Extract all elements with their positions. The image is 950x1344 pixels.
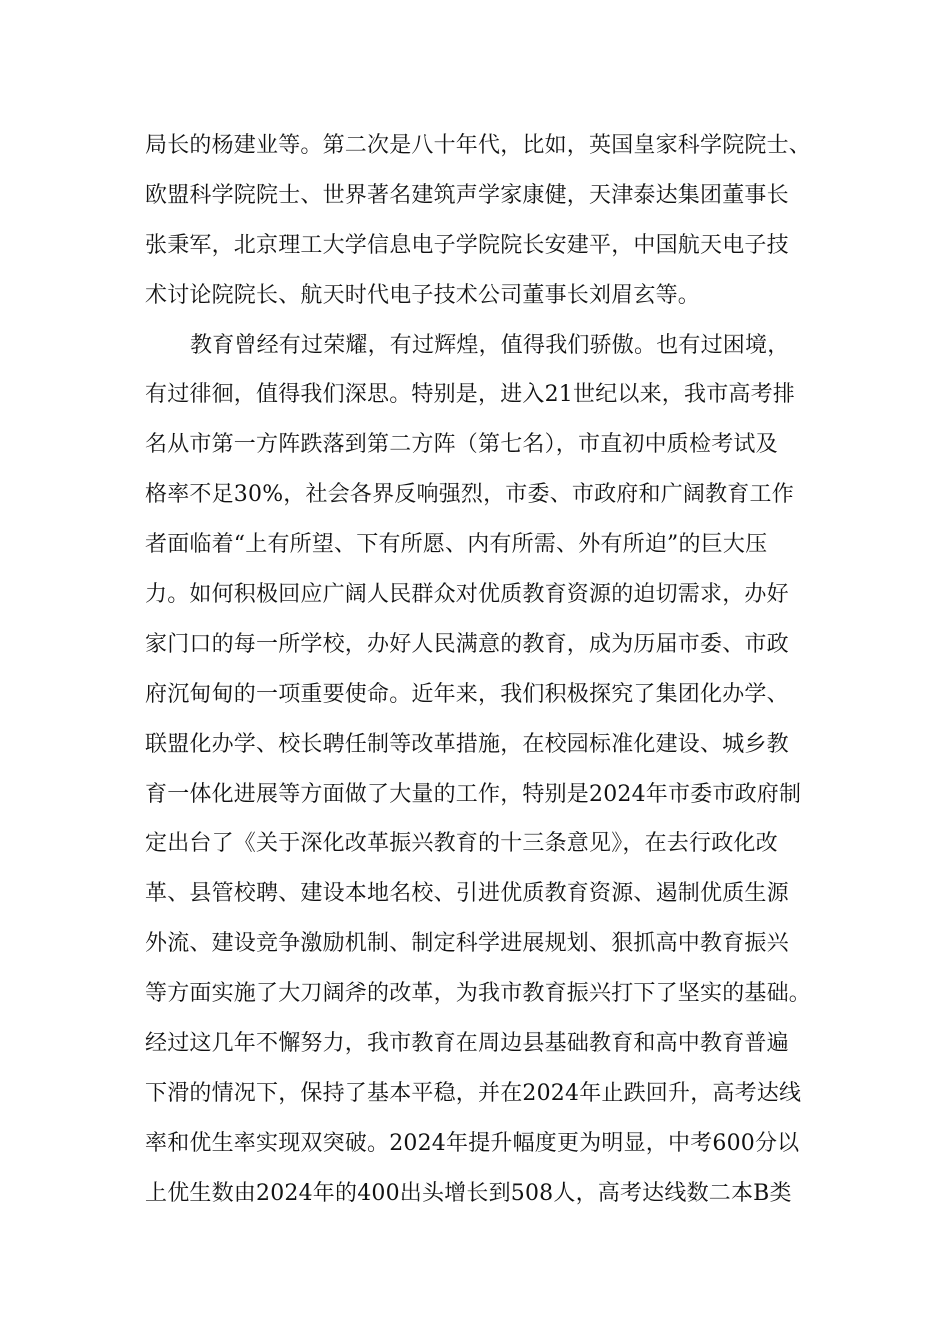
text-line: 者面临着“上有所望、下有所愿、内有所需、外有所迫”的巨大压 [145, 532, 768, 558]
text-line: 格率不足30%，社会各界反响强烈，市委、市政府和广阔教育工作 [145, 482, 794, 508]
text-line: 联盟化办学、校长聘任制等改革措施，在校园标准化建设、城乡教 [145, 731, 789, 757]
text-line: 育一体化进展等方面做了大量的工作，特别是2024年市委市政府制 [145, 781, 802, 807]
text-line: 府沉甸甸的一项重要使命。近年来，我们积极探究了集团化办学、 [145, 681, 789, 707]
text-line: 名从市第一方阵跌落到第二方阵（第七名），市直初中质检考试及 [145, 432, 778, 458]
text-line: 有过徘徊，值得我们深思。特别是，进入21世纪以来，我市高考排 [145, 382, 795, 408]
text-line: 等方面实施了大刀阔斧的改革，为我市教育振兴打下了坚实的基础。 [145, 981, 812, 1007]
text-line: 术讨论院院长、航天时代电子技术公司董事长刘眉玄等。 [145, 282, 701, 308]
text-line: 上优生数由2024年的400出头增长到508人，高考达线数二本B类 [145, 1180, 792, 1206]
paragraph-2 [145, 328, 820, 1226]
paragraph-1 [145, 128, 820, 328]
text-line: 定出台了《关于深化改革振兴教育的十三条意见》，在去行政化改 [145, 831, 778, 857]
text-line: 力。如何积极回应广阔人民群众对优质教育资源的迫切需求，办好 [145, 582, 789, 608]
text-line: 张秉军，北京理工大学信息电子学院院长安建平，中国航天电子技 [145, 232, 789, 258]
text-line: 革、县管校聘、建设本地名校、引进优质教育资源、遏制优质生源 [145, 881, 789, 907]
text-line: 局长的杨建业等。第二次是八十年代，比如，英国皇家科学院院士、 [145, 133, 812, 158]
text-line: 外流、建设竞争激励机制、制定科学进展规划、狠抓高中教育振兴 [145, 931, 789, 957]
text-line: 率和优生率实现双突破。2024年提升幅度更为明显，中考600分以 [145, 1130, 800, 1156]
body-text [145, 128, 820, 1226]
text-line: 欧盟科学院院士、世界著名建筑声学家康健，天津泰达集团董事长 [145, 182, 789, 208]
text-line: 教育曾经有过荣耀，有过辉煌，值得我们骄傲。也有过困境， [190, 332, 790, 358]
text-line: 家门口的每一所学校，办好人民满意的教育，成为历届市委、市政 [145, 631, 789, 657]
text-line: 经过这几年不懈努力，我市教育在周边县基础教育和高中教育普遍 [145, 1031, 789, 1057]
text-line: 下滑的情况下，保持了基本平稳，并在2024年止跌回升，高考达线 [145, 1080, 802, 1106]
